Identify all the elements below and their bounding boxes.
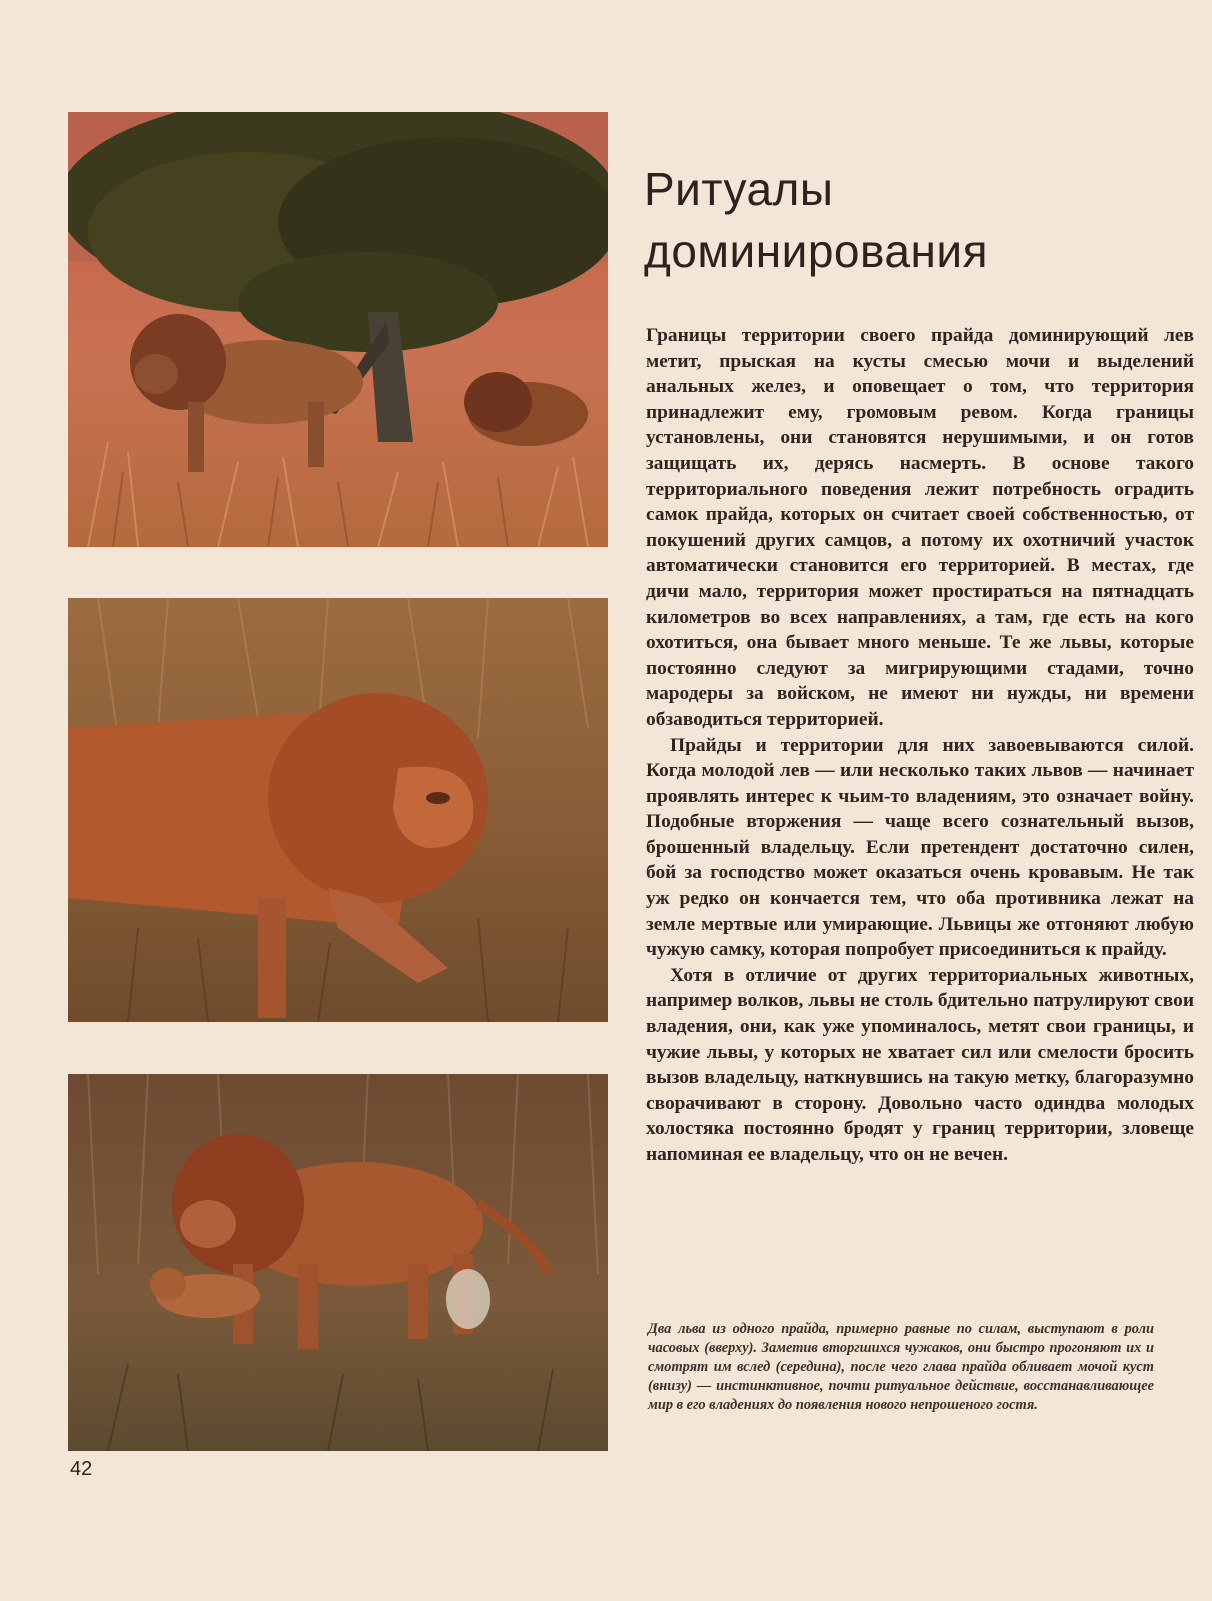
- photo-lion-marking-bush: [68, 1074, 608, 1451]
- lion-walking-illustration: [68, 598, 608, 1022]
- paragraph-2: Прайды и территории для них завоевываются силой. Когда молодой лев — или несколько таких львов — начинает проявлять интерес к чьим-то владениям, это означает войну. Подобные вторжения — чаще всего сознательный вызов, брошенный владельцу. Если претендент достаточно силен, бой за господство может оказаться очень кровавым. Не так уж редко он кончается тем, что оба противника лежат на земле мертвые или умирающие. Львицы же отгоняют любую чужую самку, которая попробует присоединиться к прайду.: [646, 734, 1194, 961]
- article-body: [646, 323, 1194, 1168]
- photo-caption: Два льва из одного прайда, примерно равные по силам, выступают в роли часовых (вверху). Заметив вторгшихся чужаков, они быстро прогоняют их и смотрят им вслед (середина), после чего глава прайда обливает мочой куст (внизу) — инстинктивное, почти ритуальное действие, восстанавливающее мир в его владениях до появления нового непрошеного гостя.: [648, 1321, 1154, 1413]
- title-line-1: Ритуалы: [644, 163, 834, 215]
- title-line-2: доминирования: [644, 225, 989, 277]
- page-number: 42: [70, 1458, 93, 1480]
- paragraph-1: Границы территории своего прайда доминирующий лев метит, прыская на кусты смесью мочи и выделений анальных желез, и оповещает о том, что территория принадлежит ему, громовым ревом. Когда границы установлены, они становятся нерушимыми, и он готов защищать их, дерясь насмерть. В основе такого территориального поведения лежит потребность оградить самок прайда, которых он считает своей собственностью, от покушений других самцов, а потому их охотничий участок автоматически становится его территорией. В местах, где дичи мало, территория может простираться на пятнадцать километров во всех направлениях, а там, где есть на кого охотиться, она бывает много меньше. Те же львы, которые постоянно следуют за мигрирующими стадами, точно мародеры за войском, не имеют ни нужды, ни времени обзаводиться территорией.: [646, 325, 1194, 730]
- photo-lions-under-tree: [68, 112, 608, 547]
- lions-under-tree-illustration: [68, 112, 608, 547]
- paragraph-3: Хотя в отличие от других территориальных животных, например волков, львы не столь бдительно патрулируют свои владения, они, как уже упоминалось, метят свои границы, и чужие львы, у которых не хватает сил или смелости бросить вызов владельцу, наткнувшись на такую метку, благоразумно сворачивают в сторону. Довольно часто одиндва молодых холостяка постоянно бродят у границ территории, зловеще напоминая ее владельцу, что он не вечен.: [646, 964, 1194, 1165]
- photo-lion-walking: [68, 598, 608, 1022]
- page-title: [644, 158, 1184, 282]
- lion-marking-bush-illustration: [68, 1074, 608, 1451]
